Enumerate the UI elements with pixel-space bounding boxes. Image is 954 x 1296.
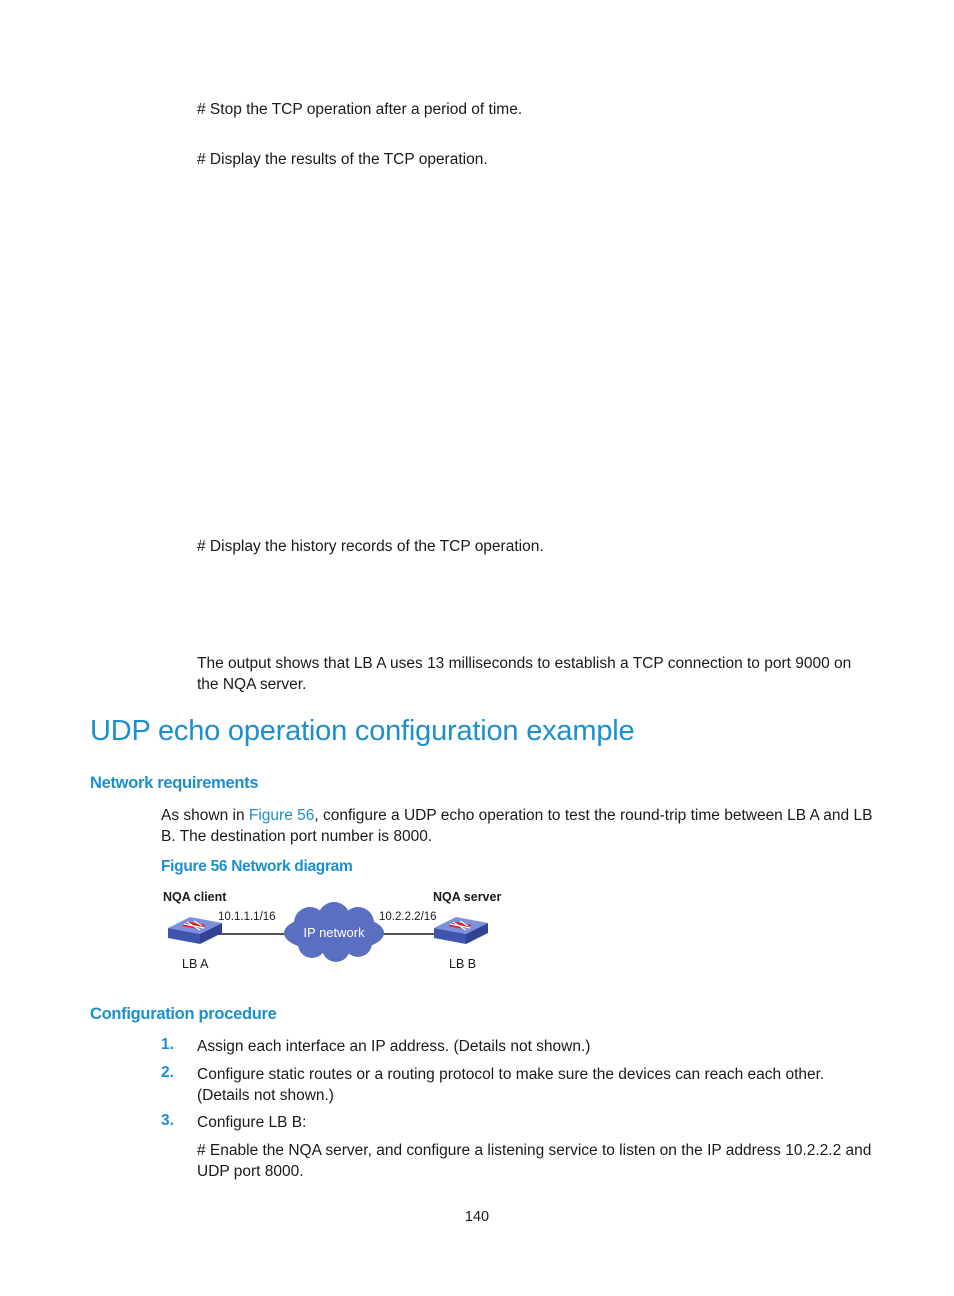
device-b-label: LB B (449, 957, 477, 971)
step-1-number: 1. (161, 1036, 174, 1053)
display-results-comment: # Display the results of the TCP operation. (197, 151, 488, 168)
lb-b-device-icon (434, 917, 488, 944)
step-2-number: 2. (161, 1064, 174, 1081)
nqa-server-label: NQA server (433, 890, 502, 904)
network-diagram (160, 886, 520, 978)
display-history-comment: # Display the history records of the TCP operation. (197, 538, 544, 555)
requirements-text-before: As shown in (161, 807, 249, 824)
nqa-client-label: NQA client (163, 890, 227, 904)
step-3-detail: # Enable the NQA server, and configure a listening service to listen on the IP address 10.2.2.2 and UDP port 8000. (197, 1142, 872, 1180)
step-3-number: 3. (161, 1112, 174, 1129)
step-2-text: Configure static routes or a routing protocol to make sure the devices can reach each other. (Details not shown.) (197, 1066, 825, 1104)
figure-caption: Figure 56 Network diagram (161, 858, 353, 875)
step-1-text: Assign each interface an IP address. (Details not shown.) (197, 1038, 591, 1055)
output-summary: The output shows that LB A uses 13 milliseconds to establish a TCP connection to port 9000 on the NQA server. (197, 655, 852, 693)
requirements-text-after: , configure a UDP echo operation to test the round-trip time between LB A and LB B. The destination port number is 8000. (161, 807, 873, 845)
page-number: 140 (464, 1209, 490, 1225)
server-ip-label: 10.2.2.2/16 (379, 911, 437, 923)
cloud-label: IP network (303, 925, 365, 940)
network-requirements-heading: Network requirements (90, 774, 259, 792)
lb-a-device-icon (168, 917, 222, 944)
section-title: UDP echo operation configuration example (90, 715, 635, 747)
figure-56-link[interactable]: Figure 56 (248, 807, 315, 824)
client-ip-label: 10.1.1.1/16 (218, 911, 276, 923)
step-3-text: Configure LB B: (197, 1114, 307, 1131)
device-a-label: LB A (182, 957, 209, 971)
network-requirements-text (161, 805, 877, 847)
configuration-procedure-heading: Configuration procedure (90, 1005, 277, 1023)
stop-tcp-comment: # Stop the TCP operation after a period of time. (197, 101, 523, 118)
